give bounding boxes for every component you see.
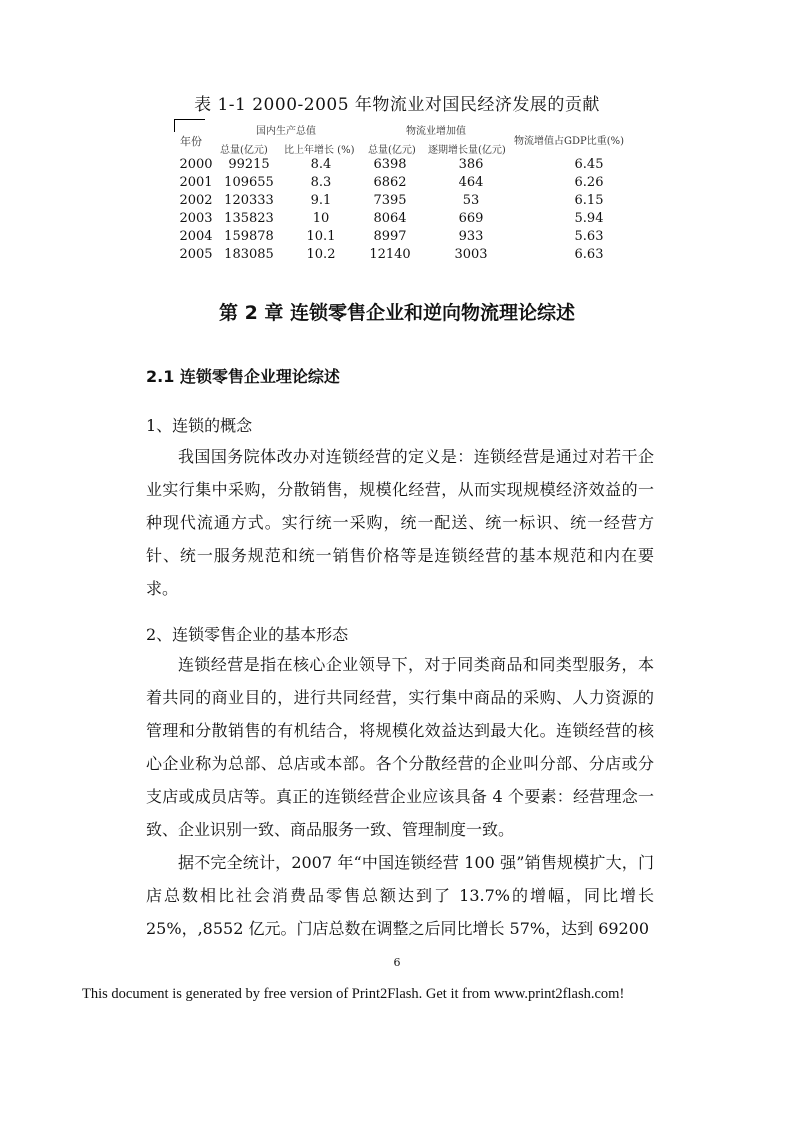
table-cell: 12140 [369,247,411,262]
table-cell: 933 [458,229,484,244]
table-cell: 10 [312,211,330,226]
paragraph: 据不完全统计，2007 年“中国连锁经营 100 强”销售规模扩大，门店总数相比社会消费品零售总额达到了 13.7%的增幅，同比增长 25%，,8552 亿元。门店总数在调整之后同比增长 57%，达到 69200 [146,853,654,938]
table-cell: 2005 [179,247,213,262]
header-log-total: 总量(亿元) [368,145,416,156]
paragraph: 连锁经营是指在核心企业领导下，对于同类商品和同类型服务，本着共同的商业目的，进行共同经营，实行集中商品的采购、人力资源的管理和分散销售的有机结合，将规模化效益达到最大化。连锁经营的核心企业称为总部、总店或本部。各个分散经营的企业叫分部、分店或分支店或成员店等。真正的连锁经营企业应该具备 4 个要素：经营理念一致、企业识别一致、商品服务一致、管理制度一致。 [146,655,654,839]
header-gdp-group: 国内生产总值 [256,126,316,137]
table-cell: 2004 [179,229,213,244]
table-cell: 8064 [373,211,407,226]
table-row [174,157,644,175]
table-cell: 183085 [224,247,274,262]
header-gdp-total: 总量(亿元) [220,145,268,156]
table-cell: 6.15 [574,193,604,208]
table-cell: 8997 [373,229,407,244]
table-cell: 6862 [373,175,407,190]
table-cell: 5.94 [574,211,604,226]
table-cell: 2001 [179,175,213,190]
header-year: 年份 [180,135,202,148]
table-row [174,229,644,247]
table-cell: 3003 [454,247,488,262]
table-cell: 109655 [224,175,274,190]
header-log-growth: 逐期增长量(亿元) [428,145,506,156]
table-cell: 6398 [373,157,407,172]
table-cell: 386 [458,157,484,172]
table-row [174,247,644,265]
table-cell: 53 [462,193,480,208]
subsection-heading: 2、连锁零售企业的基本形态 [146,625,349,644]
table-cell: 135823 [224,211,274,226]
table-cell: 159878 [224,229,274,244]
table-cell: 10.1 [306,229,336,244]
paragraph: 我国国务院体改办对连锁经营的定义是：连锁经营是通过对若干企业实行集中采购，分散销售，规模化经营，从而实现规模经济效益的一种现代流通方式。实行统一采购，统一配送、统一标识、统一经营方针、统一服务规范和统一销售价格等是连锁经营的基本规范和内在要求。 [146,447,654,598]
table-cell: 7395 [373,193,407,208]
header-gdp-growth: 比上年增长 (%) [284,145,355,156]
table-cell: 5.63 [574,229,604,244]
table-cell: 464 [458,175,484,190]
table-cell: 6.45 [574,157,604,172]
table-cell: 669 [458,211,484,226]
table-row [174,175,644,193]
page-number: 6 [393,956,401,969]
table-cell: 99215 [228,157,270,172]
table-row [174,211,644,229]
table-cell: 10.2 [306,247,336,262]
table-cell: 6.26 [574,175,604,190]
section-title: 2.1 连锁零售企业理论综述 [146,367,340,386]
table-cell: 6.63 [574,247,604,262]
table-caption: 表 1-1 2000-2005 年物流业对国民经济发展的贡献 [194,95,600,115]
table-cell: 120333 [224,193,274,208]
table-cell: 9.1 [310,193,332,208]
chapter-title: 第 2 章 连锁零售企业和逆向物流理论综述 [218,302,576,324]
subsection-heading: 1、连锁的概念 [146,416,253,435]
table-cell: 2003 [179,211,213,226]
header-logistics-group: 物流业增加值 [406,126,466,137]
table-cell: 2000 [179,157,213,172]
table-cell: 2002 [179,193,213,208]
footer-notice: This document is generated by free version of Print2Flash. Get it from www.print2flash.com! [82,986,625,1002]
table-row [174,193,644,211]
table-corner-mark [174,119,205,132]
header-ratio: 物流增值占GDP比重(%) [514,136,625,147]
table-cell: 8.4 [310,157,332,172]
table-cell: 8.3 [310,175,332,190]
